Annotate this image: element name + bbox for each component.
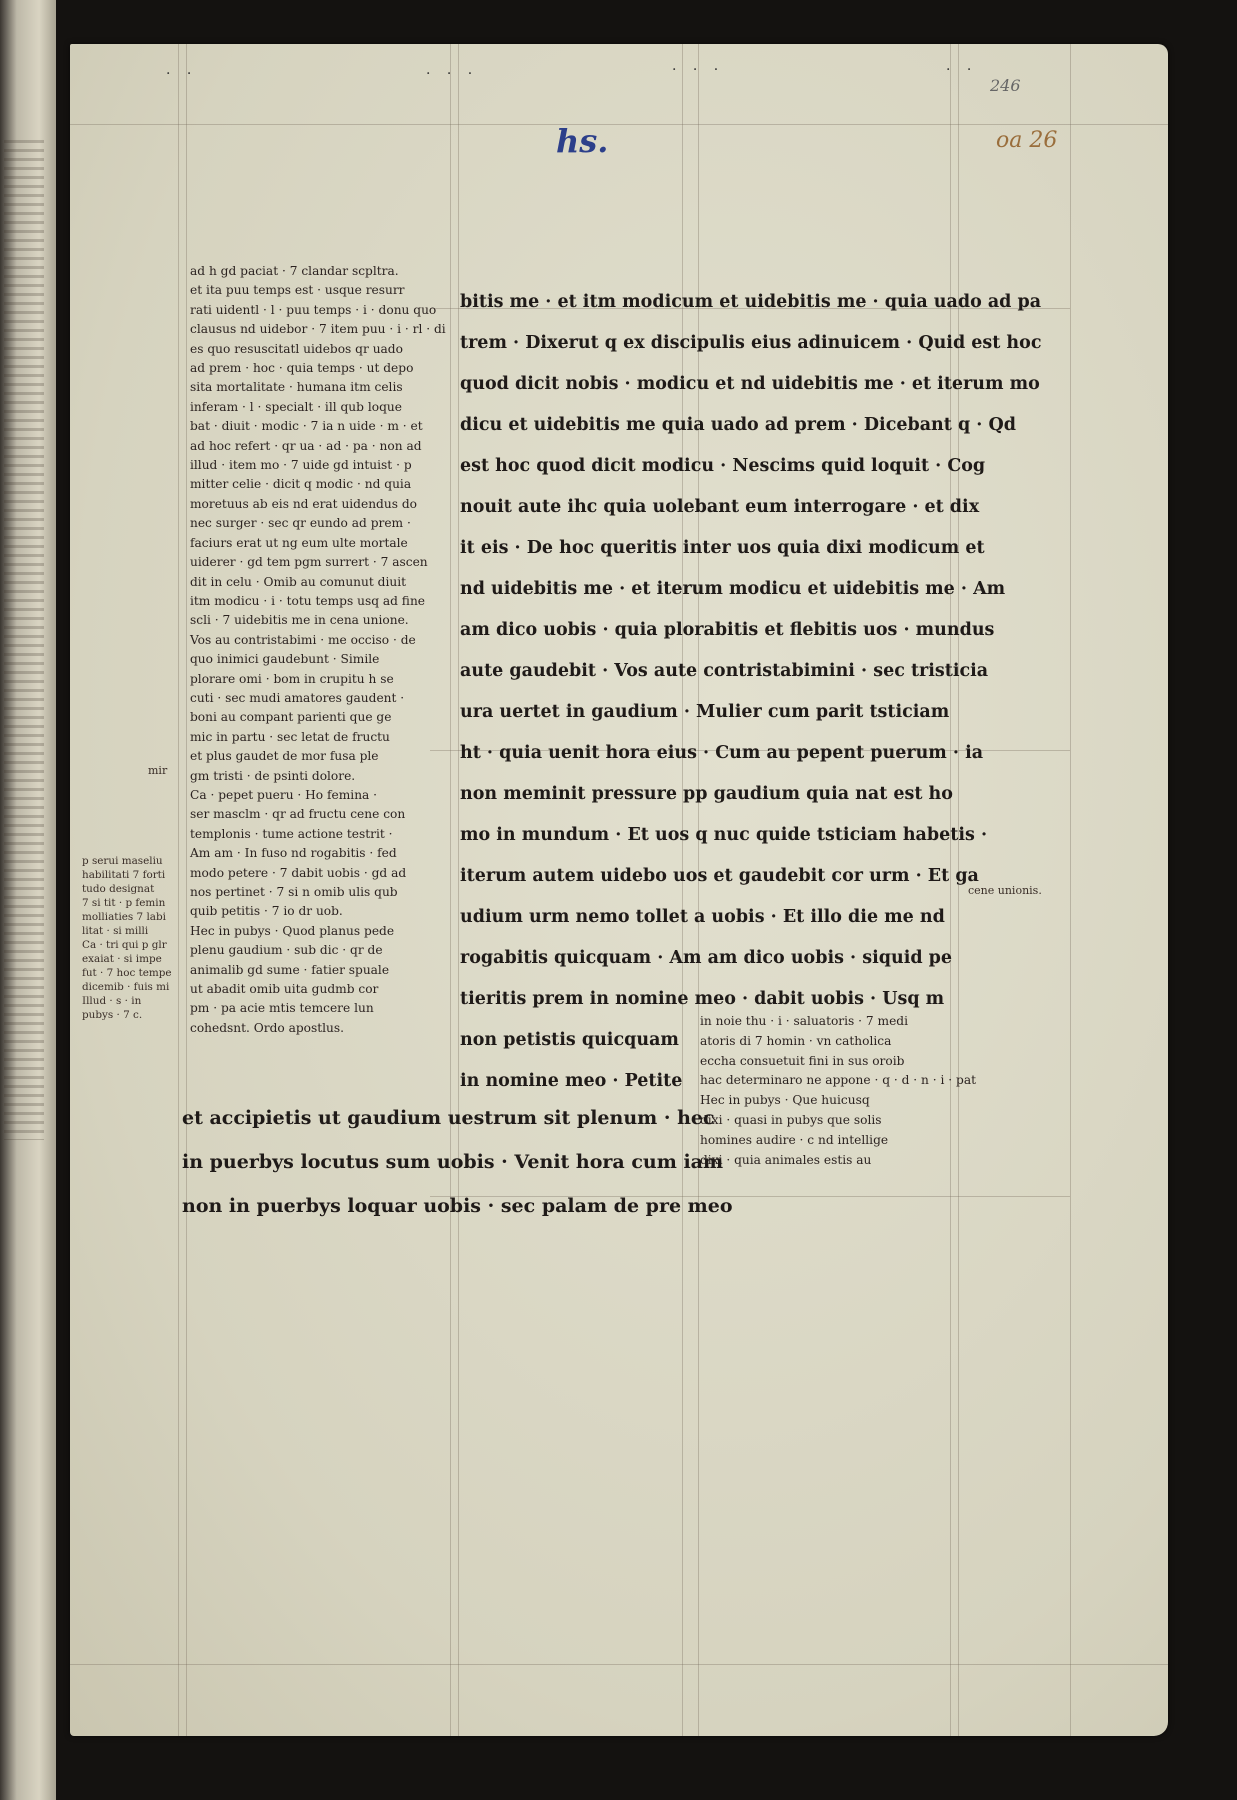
pricking-marks: · · · [672,62,725,78]
gloss-line: ser masclm · qr ad fructu cene con [190,807,406,822]
text-line: tieritis prem in nomine meo · dabit uobis · Usq m [460,989,945,1009]
gloss-line: plenu gaudium · sub dic · qr de [190,943,383,958]
text-line: aute gaudebit · Vos aute contristabimini · sec tristicia [460,661,989,681]
text-line: nouit aute ihc quia uolebant eum interrogare · et dix [460,497,980,517]
gloss-line: boni au compant parienti que ge [190,710,392,725]
text-line: dicu et uidebitis me quia uado ad prem · Dicebant q · Qd [460,415,1016,435]
gloss-line: habilitati 7 forti [82,869,166,881]
text-line: mo in mundum · Et uos q nuc quide tsticiam habetis · [460,825,988,845]
gloss-line: molliaties 7 labi [82,911,166,923]
pricking-marks: · · · [426,66,479,82]
gloss-line: pm · pa acie mtis temcere lun [190,1001,374,1016]
gloss-line: Vos au contristabimi · me occiso · de [190,632,416,647]
gloss-line: mitter celie · dicit q modic · nd quia [190,477,412,492]
text-line: am dico uobis · quia plorabitis et flebitis uos · mundus [460,620,995,640]
gloss-line: uiderer · gd tem pgm surrert · 7 ascen [190,555,428,570]
text-line: non petistis quicquam [460,1030,679,1050]
shelfmark: oa 26 [996,128,1058,153]
gloss-line: litat · si milli [82,925,149,937]
gloss-line: 7 si tit · p femin [82,897,166,909]
gloss-line: scli · 7 uidebitis me in cena unione. [190,613,409,628]
outer-margin-gloss [82,854,182,1022]
gloss-line: exaiat · si impe [82,953,162,965]
gloss-line: templonis · tume actione testrit · [190,826,393,841]
gloss-line: in noie thu · i · saluatoris · 7 medi [700,1014,908,1028]
interlinear-gloss-left [190,262,446,1038]
ruling-line [70,124,1168,125]
gloss-line: sita mortalitate · humana itm celis [190,380,403,395]
gloss-line: eccha consuetuit fini in sus oroib [700,1053,905,1068]
gloss-line: Hec in pubys · Que huicusq [700,1093,870,1108]
gloss-line: gm tristi · de psinti dolore. [190,768,356,783]
interlinear-gloss-right [700,1012,977,1170]
text-line: rogabitis quicquam · Am am dico uobis · siquid pe [460,948,953,968]
text-line: it eis · De hoc queritis inter uos quia dixi modicum et [460,538,985,558]
running-head: hs. [556,122,609,160]
gloss-line: atoris di 7 homin · vn catholica [700,1033,892,1048]
text-line: nd uidebitis me · et iterum modicu et uidebitis me · Am [460,579,1006,599]
previous-leaf-text-bleed [4,140,44,1140]
text-line: bitis me · et itm modicum et uidebitis me · quia uado ad pa [460,292,1042,312]
ruling-line [186,44,187,1736]
text-line: et accipietis ut gaudium uestrum sit plenum · hec [182,1107,715,1129]
ruling-line [458,44,459,1736]
gloss-line: cohedsnt. Ordo apostlus. [190,1020,345,1035]
gloss-line: tudo designat [82,883,155,895]
text-line: in puerbys locutus sum uobis · Venit hora cum iam [182,1151,724,1173]
gloss-line: itm modicu · i · totu temps usq ad fine [190,593,426,608]
pricking-marks: · · [166,66,198,82]
gloss-line: homines audire · c nd intellige [700,1132,889,1147]
gloss-line: modo petere · 7 dabit uobis · gd ad [190,865,407,880]
text-line: trem · Dixerut q ex discipulis eius adinuicem · Quid est hoc [460,333,1042,353]
gloss-line: fut · 7 hoc tempe [82,967,172,979]
gloss-line: quo inimici gaudebunt · Simile [190,652,380,667]
gloss-line: ut abadit omib uita gudmb cor [190,982,379,997]
text-line: quod dicit nobis · modicu et nd uidebitis me · et iterum mo [460,374,1040,394]
text-line: non in puerbys loquar uobis · sec palam de pre meo [182,1195,733,1217]
gloss-line: faciurs erat ut ng eum ulte mortale [190,535,408,550]
gloss-line: dit in celu · Omib au comunut diuit [190,574,406,589]
ruling-line [450,44,451,1736]
page-number: 246 [990,76,1021,95]
gloss-line: nec surger · sec qr eundo ad prem · [190,516,411,531]
gloss-line: ad h gd paciat · 7 clandar scpltra. [190,264,399,278]
gloss-line: plorare omi · bom in crupitu h se [190,671,394,686]
gloss-line: Ca · tri qui p glr [82,939,167,951]
gloss-line: animalib gd sume · fatier spuale [190,962,390,977]
gloss-line: dicemib · fuis mi [82,981,170,993]
gloss-line: cuti · sec mudi amatores gaudent · [190,690,405,705]
text-line: ura uertet in gaudium · Mulier cum parit tsticiam [460,702,950,722]
gloss-line: dixi · quia animales estis au [700,1152,872,1167]
text-line: non meminit pressure pp gaudium quia nat est ho [460,784,953,804]
gloss-line: bat · diuit · modic · 7 ia n uide · m · et [190,419,423,434]
gloss-line: ad prem · hoc · quia temps · ut depo [190,361,414,376]
gloss-line: Ca · pepet pueru · Ho femina · [190,787,378,802]
text-line: iterum autem uidebo uos et gaudebit cor urm · Et ga [460,866,979,886]
margin-note-right: cene unionis. [968,884,1042,897]
gloss-line: quib petitis · 7 io dr uob. [190,904,343,919]
gloss-line: mic in partu · sec letat de fructu [190,729,390,744]
gloss-line: Hec in pubys · Quod planus pede [190,923,395,938]
gloss-line: et plus gaudet de mor fusa ple [190,749,379,764]
gloss-line: et ita puu temps est · usque resurr [190,283,405,298]
main-text-bottom [182,1096,733,1228]
gloss-line: rati uidentl · l · puu temps · i · donu quo [190,302,437,317]
gloss-line: es quo resuscitatl uidebos qr uado [190,341,403,356]
ruling-line [1070,44,1071,1736]
gloss-line: dixi · quasi in pubys que solis [700,1112,882,1127]
previous-leaf-edge [0,0,56,1800]
ruling-line [70,1664,1168,1665]
pricking-marks: · · [946,62,978,78]
gloss-line: nos pertinet · 7 si n omib ulis qub [190,885,398,899]
text-line: in nomine meo · Petite [460,1071,683,1091]
margin-note-left: mir [148,764,168,777]
gloss-line: moretuus ab eis nd erat uidendus do [190,496,417,511]
gloss-line: Am am · In fuso nd rogabitis · fed [190,846,397,861]
text-line: ht · quia uenit hora eius · Cum au pepent puerum · ia [460,743,984,763]
gloss-line: inferam · l · specialt · ill qub loque [190,399,402,414]
gloss-line: illud · item mo · 7 uide gd intuist · p [190,458,412,473]
text-line: udium urm nemo tollet a uobis · Et illo die me nd [460,907,945,927]
gloss-line: pubys · 7 c. [82,1009,143,1021]
gloss-line: clausus nd uidebor · 7 item puu · i · rl · di [190,322,446,337]
gloss-line: hac determinaro ne appone · q · d · n · i · pat [700,1073,977,1088]
gloss-line: ad hoc refert · qr ua · ad · pa · non ad [190,438,422,453]
text-line: est hoc quod dicit modicu · Nescims quid loquit · Cog [460,456,986,476]
gloss-line: p serui maseliu [82,855,163,867]
gloss-line: Illud · s · in [82,995,142,1007]
